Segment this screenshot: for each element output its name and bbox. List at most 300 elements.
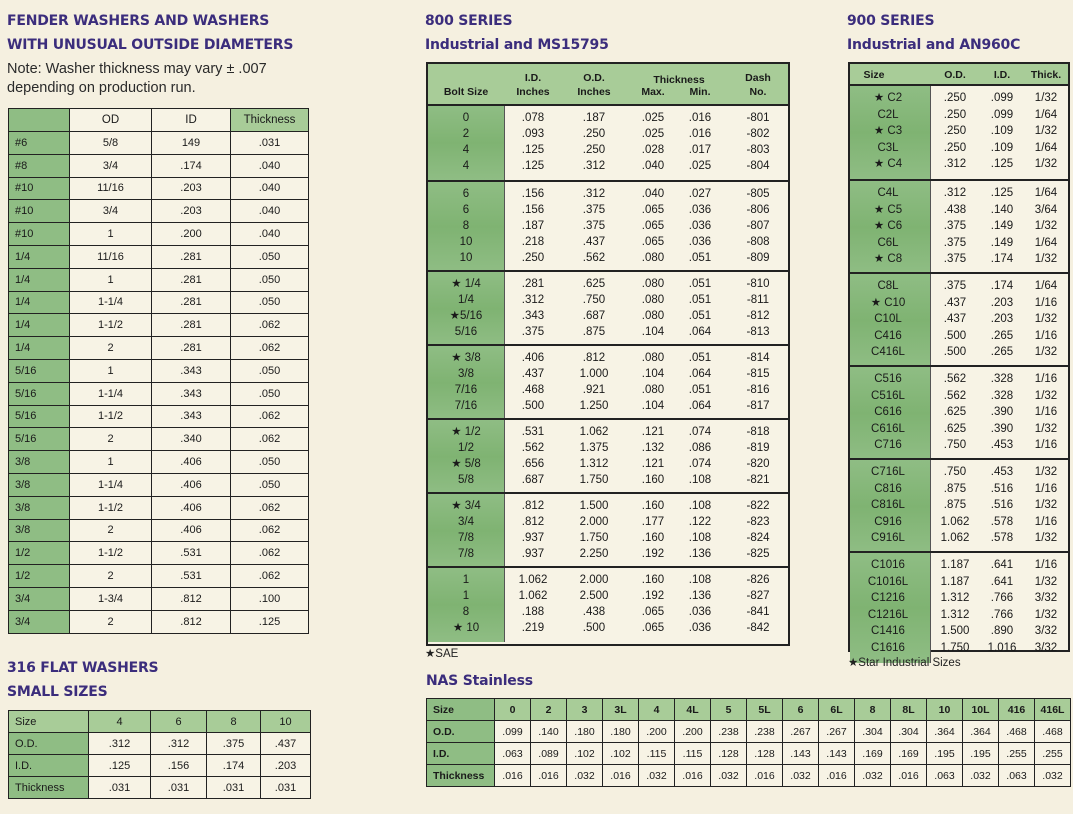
s900-cell-thick: 1/32 xyxy=(1034,389,1058,402)
fender-cell-id: .531 xyxy=(152,542,231,565)
s800-cell-max: .028 xyxy=(641,144,665,156)
s800-cell-od: .312 xyxy=(582,188,606,200)
table-row xyxy=(428,158,788,174)
s800-cell-dash: -813 xyxy=(746,326,770,338)
fender-cell-size: 1/4 xyxy=(9,314,70,337)
table-row xyxy=(850,218,1068,234)
nas-cell: 6 xyxy=(783,699,819,721)
s900-cell-size: ★ C5 xyxy=(873,203,903,216)
s800-cell-od: 1.500 xyxy=(579,500,609,512)
s900-cell-id: .109 xyxy=(990,141,1014,154)
nas-cell: .016 xyxy=(891,765,927,787)
s800-cell-bolt: ★ 1/4 xyxy=(451,278,481,290)
fender-cell-thickness: .040 xyxy=(231,177,309,200)
nas-cell: 10L xyxy=(963,699,999,721)
table-row xyxy=(9,359,309,382)
table-row xyxy=(9,177,309,200)
nas-cell: 416 xyxy=(999,699,1035,721)
s800-cell-od: 1.375 xyxy=(579,442,609,454)
s900-cell-size: C716L xyxy=(871,466,905,478)
s900-cell-id: .766 xyxy=(990,592,1014,605)
s800-cell-dash: -816 xyxy=(746,384,770,396)
s900-cell-size: C916L xyxy=(871,532,905,545)
fender-cell-thickness: .062 xyxy=(231,337,309,360)
nas-cell: 8 xyxy=(855,699,891,721)
s900-header-size: Size xyxy=(863,69,885,81)
s800-cell-max: .025 xyxy=(641,128,665,140)
flat-cell: 10 xyxy=(261,711,311,733)
nas-row-label: I.D. xyxy=(427,743,495,765)
table-row xyxy=(9,268,309,291)
nas-row-label: O.D. xyxy=(427,721,495,743)
table-row xyxy=(850,235,1068,251)
s800-cell-id: .656 xyxy=(521,458,545,470)
s900-cell-size: C516 xyxy=(874,373,902,385)
nas-cell: .255 xyxy=(999,743,1035,765)
s900-header-od: O.D. xyxy=(944,69,966,81)
s800-group xyxy=(428,492,788,568)
s800-cell-dash: -812 xyxy=(746,310,770,322)
fender-cell-size: 3/8 xyxy=(9,496,70,519)
s900-cell-od: .562 xyxy=(943,373,967,385)
flat-row-label: Size xyxy=(9,711,89,733)
table-row xyxy=(428,498,788,514)
s900-cell-thick: 1/32 xyxy=(1034,499,1058,512)
s800-cell-min: .064 xyxy=(688,326,712,338)
s800-cell-id: .812 xyxy=(521,516,545,528)
fender-cell-thickness: .062 xyxy=(231,496,309,519)
s800-cell-min: .017 xyxy=(688,144,712,156)
table-row xyxy=(428,218,788,234)
s800-cell-max: .065 xyxy=(641,220,665,232)
s800-cell-max: .160 xyxy=(641,500,665,512)
table-row xyxy=(428,620,788,636)
s800-title-line1: 800 SERIES xyxy=(425,13,513,29)
s900-cell-size: C716 xyxy=(874,439,902,452)
s900-cell-od: .250 xyxy=(943,108,967,121)
s800-cell-id: .219 xyxy=(521,622,545,634)
s900-cell-size: C1016 xyxy=(871,559,905,571)
s900-cell-thick: 1/32 xyxy=(1034,125,1058,138)
s800-group xyxy=(428,344,788,420)
table-row xyxy=(850,202,1068,218)
s800-cell-max: .040 xyxy=(641,160,665,172)
nas-cell: .016 xyxy=(675,765,711,787)
table-row xyxy=(9,428,309,451)
s900-cell-id: .328 xyxy=(990,389,1014,402)
nas-cell: .032 xyxy=(1035,765,1071,787)
table-row xyxy=(9,733,311,755)
s900-cell-id: .099 xyxy=(990,92,1014,104)
s900-cell-size: ★ C3 xyxy=(873,125,903,138)
s900-cell-size: ★ C2 xyxy=(873,92,903,104)
fender-cell-od: 3/4 xyxy=(70,154,152,177)
s900-cell-thick: 1/32 xyxy=(1034,253,1058,266)
s900-cell-od: 1.312 xyxy=(940,592,970,605)
s800-cell-od: .437 xyxy=(582,236,606,248)
s800-cell-bolt: 5/16 xyxy=(454,326,478,338)
s800-cell-id: .531 xyxy=(521,426,545,438)
s900-cell-thick: 1/32 xyxy=(1034,346,1058,359)
s900-cell-od: .562 xyxy=(943,389,967,402)
s800-cell-bolt: ★ 3/4 xyxy=(451,500,481,512)
s800-cell-id: .812 xyxy=(521,500,545,512)
fender-cell-size: #10 xyxy=(9,177,70,200)
table-row xyxy=(428,186,788,202)
s800-cell-id: .937 xyxy=(521,532,545,544)
nas-cell: 4L xyxy=(675,699,711,721)
s800-cell-dash: -823 xyxy=(746,516,770,528)
s900-cell-size: C1616 xyxy=(871,642,905,654)
fender-note-line2: depending on production run. xyxy=(7,80,196,96)
fender-cell-size: 3/4 xyxy=(9,587,70,610)
table-row xyxy=(850,107,1068,123)
s900-cell-id: .578 xyxy=(990,515,1014,528)
table-row xyxy=(9,337,309,360)
s900-cell-size: ★ C6 xyxy=(873,220,903,233)
fender-cell-id: .343 xyxy=(152,359,231,382)
flat-cell: .125 xyxy=(89,755,151,777)
s900-cell-thick: 1/64 xyxy=(1034,187,1058,199)
fender-cell-od: 11/16 xyxy=(70,177,152,200)
s800-cell-id: .281 xyxy=(521,278,545,290)
s800-cell-dash: -822 xyxy=(746,500,770,512)
s900-cell-id: .109 xyxy=(990,125,1014,138)
s900-cell-thick: 1/64 xyxy=(1034,280,1058,292)
s800-cell-bolt: 3/4 xyxy=(458,516,474,528)
s800-cell-od: 1.000 xyxy=(579,368,609,380)
s900-header-thick: Thick. xyxy=(1030,69,1062,81)
table-row xyxy=(850,623,1068,639)
nas-cell: .128 xyxy=(747,743,783,765)
fender-cell-id: .343 xyxy=(152,382,231,405)
fender-cell-id: 149 xyxy=(152,132,231,155)
flat-cell: .031 xyxy=(151,777,207,799)
fender-note-line1: Note: Washer thickness may vary ± .007 xyxy=(7,61,267,77)
nas-cell: .102 xyxy=(567,743,603,765)
s800-cell-od: .812 xyxy=(582,352,606,364)
s900-cell-size: ★ C4 xyxy=(873,158,903,171)
s900-cell-size: C516L xyxy=(871,389,905,402)
table-row xyxy=(427,699,1071,721)
fender-cell-od: 5/8 xyxy=(70,132,152,155)
s900-cell-id: 1.016 xyxy=(987,642,1017,654)
s800-cell-min: .136 xyxy=(688,548,712,560)
table-row xyxy=(428,514,788,530)
s900-cell-id: .203 xyxy=(990,313,1014,326)
s900-cell-id: .516 xyxy=(990,482,1014,495)
table-row xyxy=(427,721,1071,743)
s900-cell-od: 1.312 xyxy=(940,608,970,621)
s800-cell-id: .375 xyxy=(521,326,545,338)
table-row xyxy=(428,292,788,308)
s900-cell-od: .312 xyxy=(943,187,967,199)
s800-cell-min: .025 xyxy=(688,160,712,172)
fender-cell-id: .812 xyxy=(152,587,231,610)
table-row xyxy=(850,514,1068,530)
s800-cell-min: .027 xyxy=(688,188,712,200)
s800-cell-dash: -818 xyxy=(746,426,770,438)
s800-header-max: Max. xyxy=(641,86,665,98)
s900-footnote: ★Star Industrial Sizes xyxy=(848,657,961,669)
fender-cell-size: 3/8 xyxy=(9,519,70,542)
s800-cell-bolt: 7/8 xyxy=(458,548,474,560)
s900-cell-size: C1016L xyxy=(867,575,909,588)
fender-cell-od: 1-1/4 xyxy=(70,382,152,405)
s900-cell-od: .438 xyxy=(943,203,967,216)
table-row xyxy=(9,200,309,223)
s900-cell-size: ★ C10 xyxy=(870,296,906,309)
s800-cell-min: .108 xyxy=(688,474,712,486)
fender-cell-size: 5/16 xyxy=(9,359,70,382)
s900-cell-size: C616 xyxy=(874,406,902,419)
flat-cell: .375 xyxy=(207,733,261,755)
fender-cell-od: 1 xyxy=(70,223,152,246)
table-row xyxy=(850,404,1068,420)
table-row xyxy=(9,565,309,588)
fender-cell-od: 1-1/4 xyxy=(70,473,152,496)
s900-cell-od: .375 xyxy=(943,220,967,233)
s800-cell-dash: -842 xyxy=(746,622,770,634)
flat-cell: .156 xyxy=(151,755,207,777)
nas-cell: 3L xyxy=(603,699,639,721)
s800-cell-dash: -801 xyxy=(746,112,770,124)
s900-header xyxy=(850,64,1068,86)
nas-cell: .032 xyxy=(639,765,675,787)
s800-cell-id: .125 xyxy=(521,160,545,172)
s800-cell-max: .080 xyxy=(641,384,665,396)
s900-cell-size: C2L xyxy=(877,108,899,121)
s900-cell-od: .750 xyxy=(943,466,967,478)
s800-header-dash1: Dash xyxy=(745,72,771,84)
fender-cell-id: .340 xyxy=(152,428,231,451)
s800-cell-max: .160 xyxy=(641,574,665,586)
s900-cell-size: C616L xyxy=(871,422,905,435)
s800-cell-dash: -825 xyxy=(746,548,770,560)
fender-cell-size: #10 xyxy=(9,223,70,246)
flat-cell: 6 xyxy=(151,711,207,733)
s800-cell-max: .177 xyxy=(641,516,665,528)
s800-cell-od: 2.250 xyxy=(579,548,609,560)
table-row xyxy=(9,223,309,246)
table-row xyxy=(850,278,1068,294)
s900-cell-size: C1416 xyxy=(871,625,905,638)
s800-cell-bolt: 0 xyxy=(462,112,470,124)
s800-cell-bolt: 8 xyxy=(462,220,470,232)
s900-cell-thick: 1/32 xyxy=(1034,313,1058,326)
fender-title-line2: WITH UNUSUAL OUTSIDE DIAMETERS xyxy=(7,37,294,53)
s900-cell-od: 1.187 xyxy=(940,575,970,588)
s800-cell-max: .065 xyxy=(641,236,665,248)
table-row xyxy=(428,572,788,588)
s900-title-line1: 900 SERIES xyxy=(847,13,935,29)
table-row xyxy=(9,587,309,610)
table-row xyxy=(9,314,309,337)
s900-group xyxy=(850,551,1068,663)
s800-cell-dash: -841 xyxy=(746,606,770,618)
table-row xyxy=(9,711,311,733)
s800-cell-id: .687 xyxy=(521,474,545,486)
nas-cell: 5 xyxy=(711,699,747,721)
fender-cell-id: .281 xyxy=(152,268,231,291)
s900-cell-id: .453 xyxy=(990,439,1014,452)
s800-cell-max: .065 xyxy=(641,622,665,634)
s900-cell-size: ★ C8 xyxy=(873,253,903,266)
nas-row-label: Size xyxy=(427,699,495,721)
table-row xyxy=(428,546,788,562)
s900-cell-od: .250 xyxy=(943,92,967,104)
s800-cell-min: .051 xyxy=(688,310,712,322)
s800-cell-id: 1.062 xyxy=(518,590,548,602)
s800-cell-bolt: ★ 1/2 xyxy=(451,426,481,438)
nas-cell: .364 xyxy=(963,721,999,743)
s800-cell-max: .104 xyxy=(641,368,665,380)
table-row xyxy=(850,295,1068,311)
s900-group xyxy=(850,365,1068,460)
s800-cell-min: .051 xyxy=(688,278,712,290)
nas-cell: .200 xyxy=(639,721,675,743)
s800-group xyxy=(428,106,788,180)
s800-cell-od: .562 xyxy=(582,252,606,264)
fender-cell-size: 1/4 xyxy=(9,291,70,314)
s800-cell-bolt: 5/8 xyxy=(458,474,474,486)
s800-cell-dash: -826 xyxy=(746,574,770,586)
s800-title-line2: Industrial and MS15795 xyxy=(425,37,609,53)
nas-cell: .032 xyxy=(855,765,891,787)
nas-cell: .032 xyxy=(711,765,747,787)
s900-cell-od: 1.062 xyxy=(940,515,970,528)
table-row xyxy=(428,126,788,142)
flat-cell: .174 xyxy=(207,755,261,777)
nas-cell: .032 xyxy=(963,765,999,787)
s900-cell-thick: 3/32 xyxy=(1034,592,1058,605)
table-row xyxy=(850,140,1068,156)
table-row xyxy=(9,542,309,565)
s800-cell-dash: -808 xyxy=(746,236,770,248)
s900-cell-thick: 1/32 xyxy=(1034,608,1058,621)
s900-cell-thick: 1/16 xyxy=(1034,296,1058,309)
fender-cell-thickness: .050 xyxy=(231,291,309,314)
s900-cell-thick: 1/16 xyxy=(1034,439,1058,452)
fender-cell-thickness: .040 xyxy=(231,200,309,223)
s800-cell-id: .250 xyxy=(521,252,545,264)
s900-cell-od: 1.500 xyxy=(940,625,970,638)
s800-cell-id: .125 xyxy=(521,144,545,156)
s800-cell-id: .188 xyxy=(521,606,545,618)
s900-cell-size: C10L xyxy=(874,313,902,326)
s800-cell-min: .064 xyxy=(688,400,712,412)
table-row xyxy=(428,110,788,126)
flat-title-line1: 316 FLAT WASHERS xyxy=(7,660,159,676)
nas-cell: .063 xyxy=(495,743,531,765)
s800-cell-bolt: 10 xyxy=(459,252,473,264)
s800-header-id1: I.D. xyxy=(524,72,542,84)
fender-cell-thickness: .062 xyxy=(231,565,309,588)
s800-cell-dash: -803 xyxy=(746,144,770,156)
s800-cell-od: 1.250 xyxy=(579,400,609,412)
table-row xyxy=(428,382,788,398)
fender-cell-od: 1 xyxy=(70,359,152,382)
table-row xyxy=(850,437,1068,453)
s800-cell-dash: -819 xyxy=(746,442,770,454)
fender-cell-thickness: .062 xyxy=(231,519,309,542)
s900-cell-thick: 1/32 xyxy=(1034,532,1058,545)
table-row xyxy=(428,202,788,218)
table-row xyxy=(9,405,309,428)
nas-cell: 8L xyxy=(891,699,927,721)
nas-cell: .128 xyxy=(711,743,747,765)
s800-cell-min: .036 xyxy=(688,220,712,232)
fender-cell-thickness: .040 xyxy=(231,154,309,177)
s800-cell-max: .040 xyxy=(641,188,665,200)
flat-row-label: Thickness xyxy=(9,777,89,799)
s800-cell-min: .051 xyxy=(688,294,712,306)
s800-cell-id: .218 xyxy=(521,236,545,248)
s800-cell-dash: -805 xyxy=(746,188,770,200)
nas-cell: 6L xyxy=(819,699,855,721)
fender-cell-thickness: .100 xyxy=(231,587,309,610)
fender-cell-thickness: .050 xyxy=(231,382,309,405)
nas-cell: .102 xyxy=(603,743,639,765)
s800-cell-dash: -821 xyxy=(746,474,770,486)
s900-cell-thick: 1/16 xyxy=(1034,515,1058,528)
s800-cell-od: .375 xyxy=(582,220,606,232)
s800-cell-bolt: ★ 3/8 xyxy=(451,352,481,364)
s900-group xyxy=(850,179,1068,274)
table-row xyxy=(850,497,1068,513)
s800-cell-dash: -817 xyxy=(746,400,770,412)
s800-cell-bolt: 6 xyxy=(462,188,470,200)
flat-cell: .031 xyxy=(261,777,311,799)
table-row xyxy=(850,328,1068,344)
s900-group xyxy=(850,458,1068,553)
s900-cell-od: .250 xyxy=(943,141,967,154)
table-row xyxy=(428,472,788,488)
s800-cell-od: 2.000 xyxy=(579,574,609,586)
s900-cell-size: C416L xyxy=(871,346,905,359)
s800-header-min: Min. xyxy=(689,86,711,98)
s900-cell-od: .500 xyxy=(943,346,967,359)
fender-cell-od: 1 xyxy=(70,268,152,291)
table-row xyxy=(428,234,788,250)
s800-group xyxy=(428,270,788,346)
fender-cell-thickness: .050 xyxy=(231,268,309,291)
s800-cell-min: .036 xyxy=(688,204,712,216)
nas-cell: .195 xyxy=(963,743,999,765)
table-row xyxy=(428,350,788,366)
nas-cell: .016 xyxy=(819,765,855,787)
s900-cell-id: .140 xyxy=(990,203,1014,216)
nas-cell: .304 xyxy=(855,721,891,743)
s900-cell-od: 1.187 xyxy=(940,559,970,571)
fender-header-thickness: Thickness xyxy=(231,109,309,132)
fender-cell-od: 2 xyxy=(70,337,152,360)
s800-cell-dash: -809 xyxy=(746,252,770,264)
s900-cell-id: .125 xyxy=(990,187,1014,199)
s800-cell-max: .080 xyxy=(641,310,665,322)
fender-cell-od: 3/4 xyxy=(70,200,152,223)
nas-cell: .063 xyxy=(999,765,1035,787)
s800-cell-bolt: 4 xyxy=(462,160,470,172)
flat-cell: .437 xyxy=(261,733,311,755)
s900-cell-size: C416 xyxy=(874,329,902,342)
nas-cell: .016 xyxy=(495,765,531,787)
s800-cell-dash: -802 xyxy=(746,128,770,140)
fender-cell-thickness: .062 xyxy=(231,405,309,428)
table-row xyxy=(850,557,1068,573)
s800-cell-id: .078 xyxy=(521,112,545,124)
s800-group xyxy=(428,418,788,494)
